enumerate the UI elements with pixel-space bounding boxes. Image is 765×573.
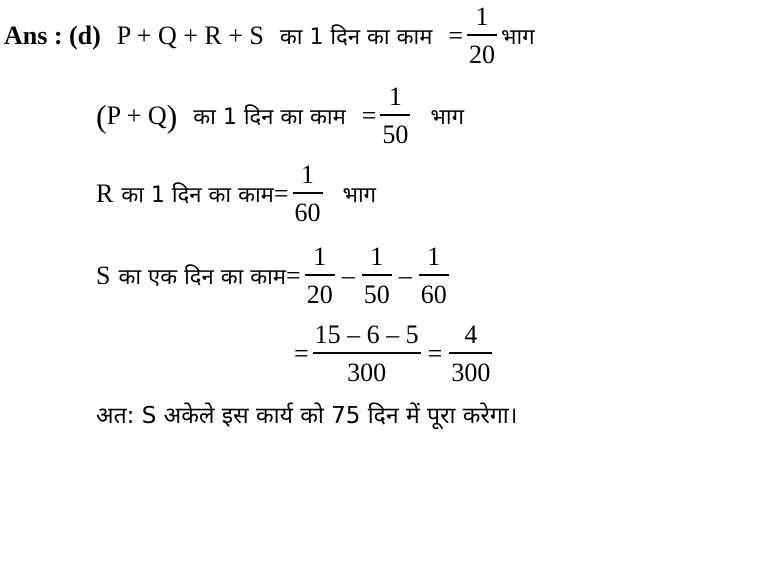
fraction-denominator: 20 [306, 279, 333, 309]
fraction-numerator: 1 [427, 242, 441, 272]
fraction-denominator: 50 [363, 279, 390, 309]
equals-sign: = [286, 261, 301, 290]
equals-sign: = [427, 339, 443, 368]
line-r-work [96, 160, 377, 227]
expr-pqrs: P + Q + R + S [116, 21, 264, 50]
fraction-4-300 [449, 322, 492, 386]
fraction-numerator: 1 [388, 82, 402, 112]
conclusion-line [96, 384, 517, 444]
unit-label: भाग [342, 183, 377, 208]
fraction-1-20 [305, 244, 335, 308]
equals-sign: = [273, 179, 289, 208]
equals-sign: = [448, 21, 464, 50]
fraction-denominator: 300 [347, 357, 387, 387]
fraction-1-60 [293, 162, 323, 226]
close-paren: ) [166, 97, 178, 134]
expr-pq: P + Q [106, 101, 167, 130]
unit-label: भाग [430, 105, 464, 130]
line-s-work [96, 242, 453, 309]
answer-line-total-work [4, 2, 535, 69]
fraction-numerator: 4 [464, 320, 478, 350]
minus-sign: – [398, 261, 412, 290]
fraction-15-6-5-over-300 [313, 322, 421, 386]
line-pq-work [96, 82, 464, 149]
fraction-denominator: 50 [382, 119, 409, 149]
fraction-1-50 [362, 244, 392, 308]
hindi-one-day-work-label: का 1 दिन का काम [121, 183, 274, 208]
fraction-denominator: 300 [451, 357, 491, 387]
minus-sign: – [341, 261, 355, 290]
hindi-one-day-work-label: का 1 दिन का काम [279, 25, 433, 50]
fraction-1-20 [467, 4, 497, 68]
equals-sign: = [294, 339, 309, 368]
conclusion-text: अत: S अकेले इस कार्य को 75 दिन में पूरा करेगा। [96, 403, 518, 429]
fraction-numerator: 15 – 6 – 5 [314, 320, 419, 350]
hindi-one-day-work-label: का एक दिन का काम [118, 265, 287, 290]
line-simplification [294, 320, 496, 387]
fraction-1-50 [380, 84, 410, 148]
fraction-denominator: 20 [469, 39, 496, 69]
fraction-numerator: 1 [370, 242, 384, 272]
fraction-1-60 [419, 244, 449, 308]
equals-sign: = [361, 101, 377, 130]
unit-label: भाग [501, 25, 535, 50]
open-paren: ( [96, 97, 107, 134]
fraction-numerator: 1 [301, 160, 315, 190]
fraction-numerator: 1 [313, 242, 327, 272]
var-s: S [96, 261, 111, 290]
hindi-one-day-work-label: का 1 दिन का काम [193, 105, 346, 130]
fraction-numerator: 1 [475, 2, 489, 32]
var-r: R [96, 179, 114, 208]
fraction-denominator: 60 [420, 279, 447, 309]
fraction-denominator: 60 [294, 197, 321, 227]
answer-label: Ans : (d) [4, 21, 101, 50]
